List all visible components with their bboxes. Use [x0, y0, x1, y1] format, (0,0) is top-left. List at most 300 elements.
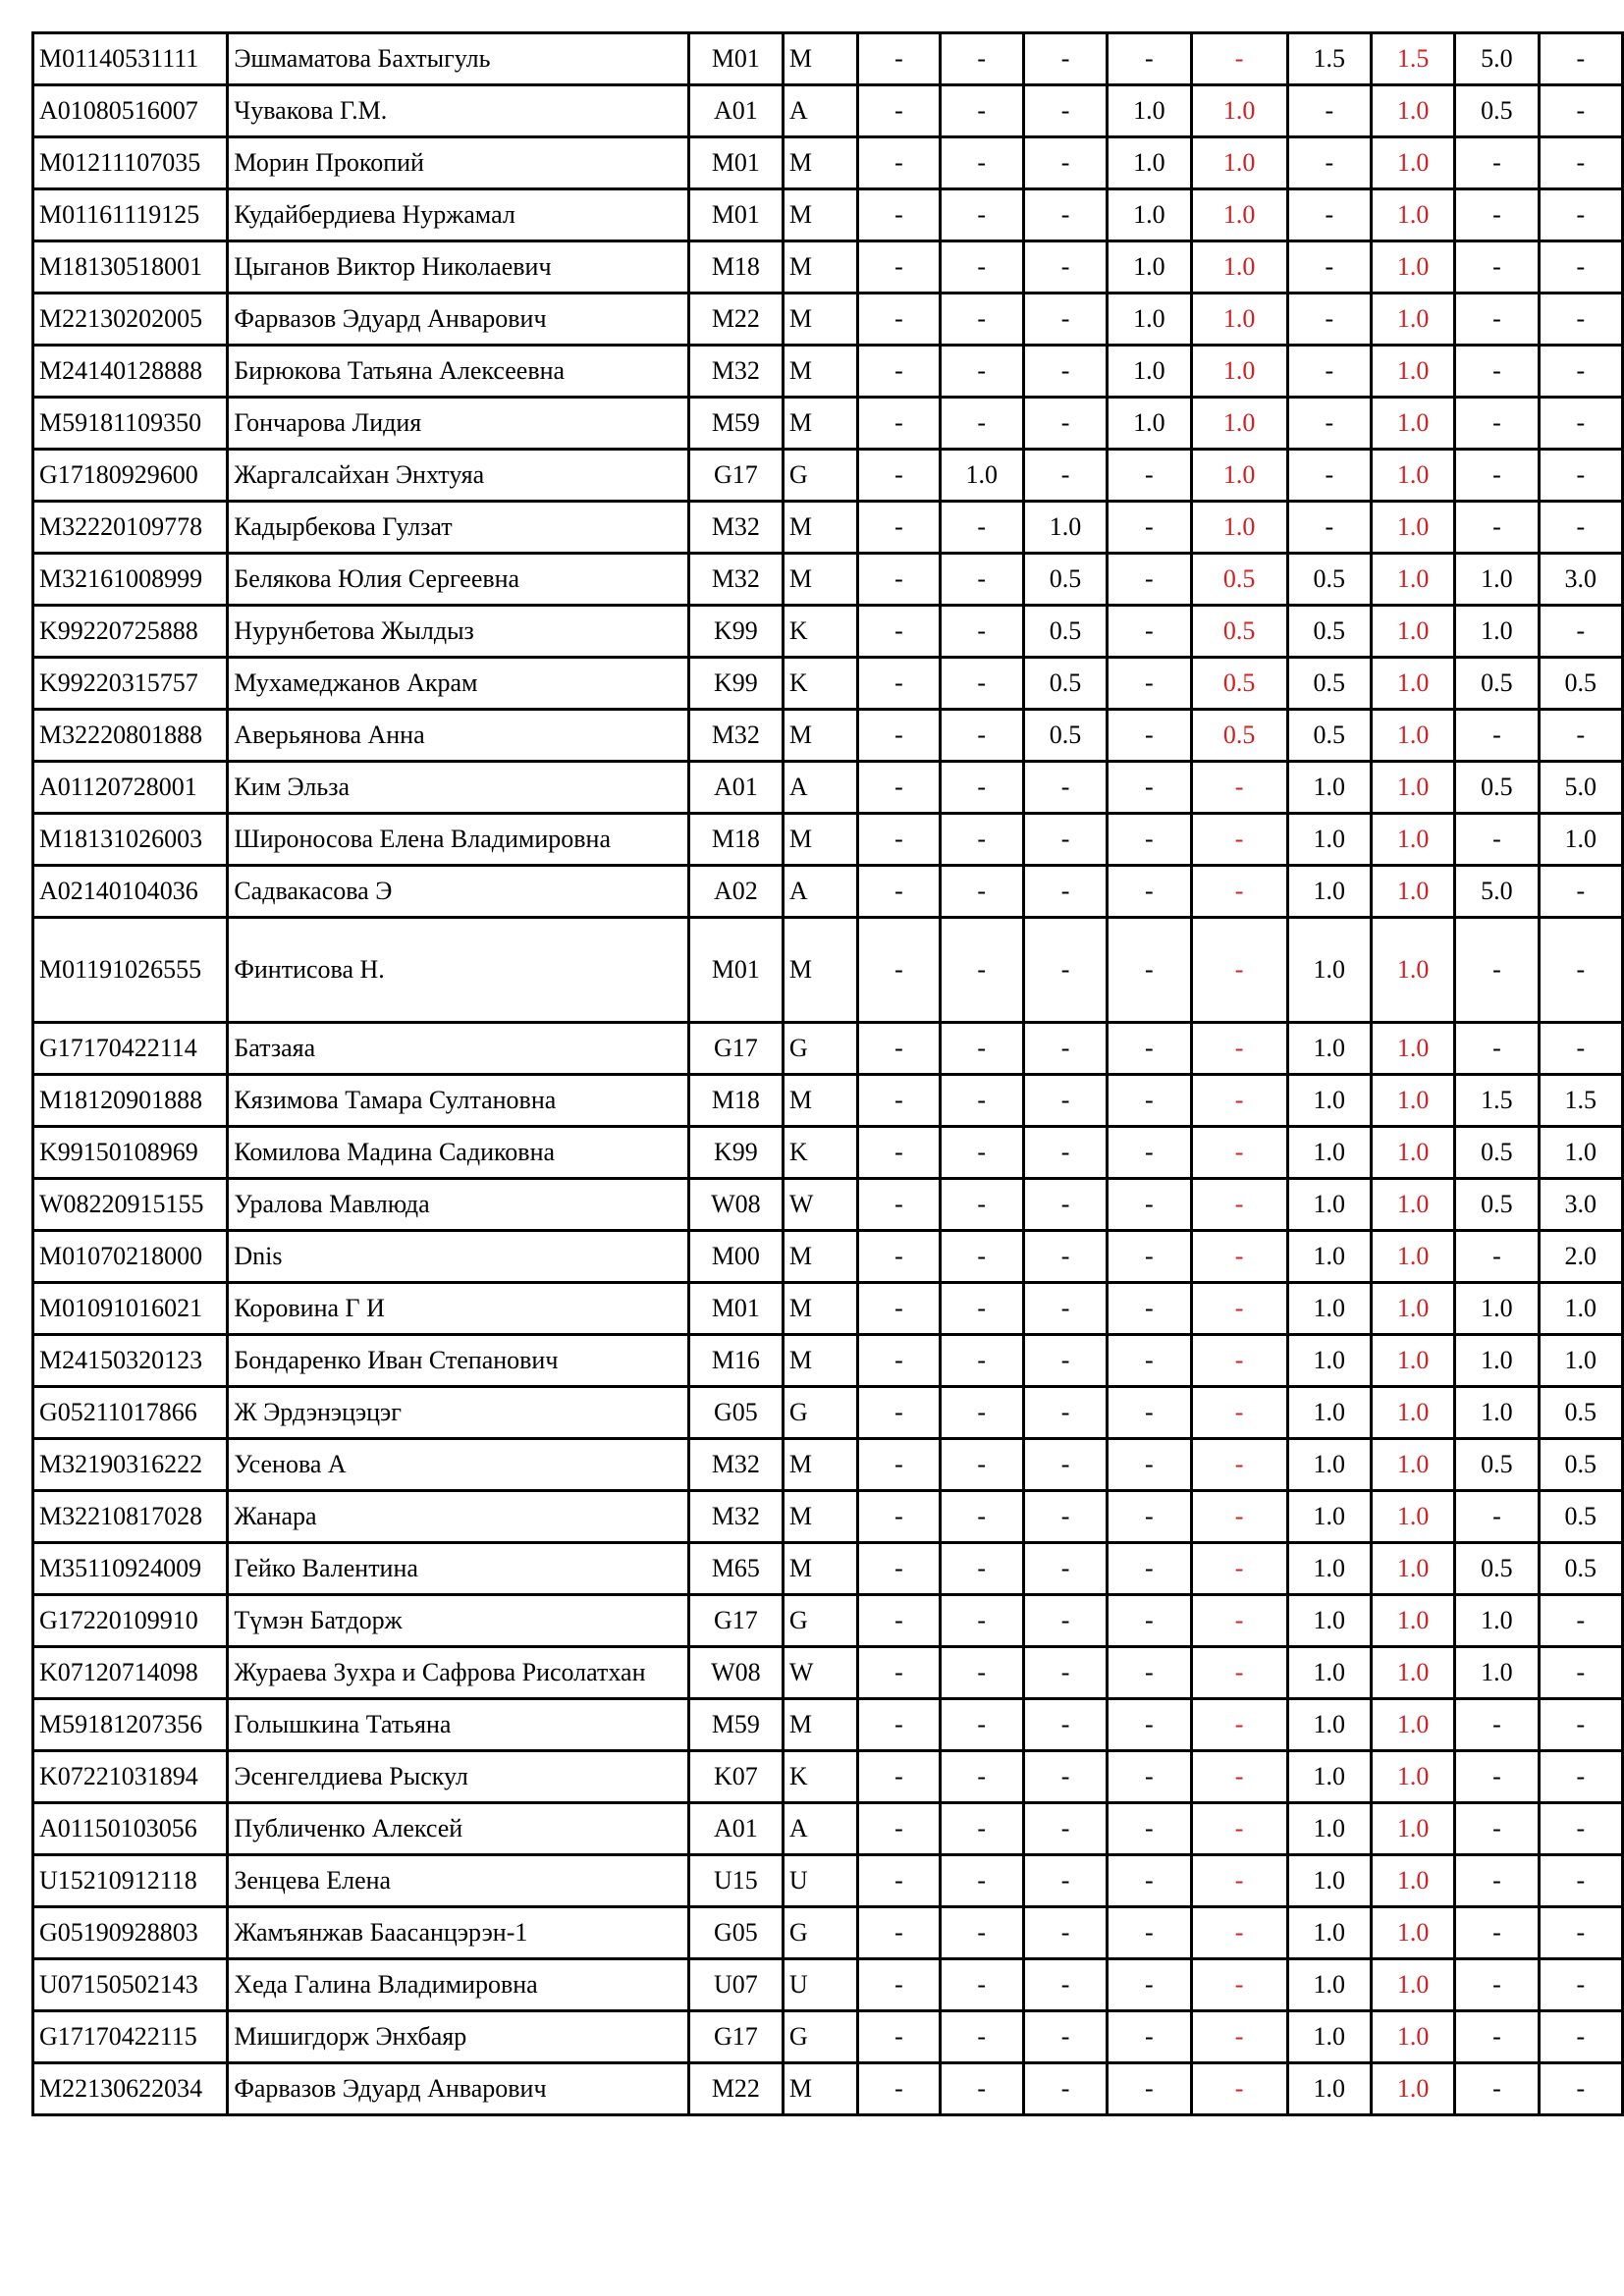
score-1-cell: -	[858, 450, 940, 502]
member-code-cell: K99220725888	[33, 606, 228, 658]
member-name-cell: Цыганов Виктор Николаевич	[228, 241, 689, 294]
category-cell: K	[783, 658, 857, 710]
score-3-cell: -	[1023, 189, 1107, 241]
group-code-cell: M32	[688, 1491, 783, 1543]
score-3-cell: 0.5	[1023, 710, 1107, 762]
score-9-cell: -	[1539, 606, 1622, 658]
group-code-cell: W08	[688, 1647, 783, 1699]
score-4-cell: -	[1108, 1699, 1191, 1751]
score-9-cell: 1.0	[1539, 1335, 1622, 1387]
score-7-cell: 1.0	[1371, 1959, 1454, 2011]
score-8-cell: 5.0	[1455, 33, 1539, 85]
group-code-cell: M32	[688, 346, 783, 398]
score-9-cell: 5.0	[1539, 762, 1622, 814]
score-3-cell: -	[1023, 762, 1107, 814]
category-cell: M	[783, 294, 857, 346]
score-6-cell: -	[1287, 502, 1371, 554]
score-2-cell: -	[940, 1543, 1023, 1595]
score-1-cell: -	[858, 2063, 940, 2115]
score-5-cell: -	[1191, 33, 1287, 85]
score-4-cell: -	[1108, 658, 1191, 710]
table-row	[33, 918, 1623, 1023]
score-3-cell: -	[1023, 1751, 1107, 1803]
score-7-cell: 1.0	[1371, 554, 1454, 606]
score-4-cell: 1.0	[1108, 294, 1191, 346]
score-6-cell: 1.0	[1287, 1751, 1371, 1803]
score-2-cell: -	[940, 1179, 1023, 1231]
score-6-cell: 1.0	[1287, 918, 1371, 1023]
member-code-cell: M22130622034	[33, 2063, 228, 2115]
score-1-cell: -	[858, 137, 940, 189]
score-6-cell: 1.0	[1287, 1803, 1371, 1855]
score-8-cell: 1.0	[1455, 1387, 1539, 1439]
score-8-cell: -	[1455, 1491, 1539, 1543]
score-2-cell: -	[940, 814, 1023, 866]
score-1-cell: -	[858, 866, 940, 918]
score-1-cell: -	[858, 762, 940, 814]
score-4-cell: -	[1108, 1855, 1191, 1907]
score-4-cell: 1.0	[1108, 137, 1191, 189]
score-9-cell: -	[1539, 294, 1622, 346]
group-code-cell: G05	[688, 1387, 783, 1439]
score-4-cell: -	[1108, 1959, 1191, 2011]
category-cell: M	[783, 346, 857, 398]
score-6-cell: -	[1287, 450, 1371, 502]
score-3-cell: -	[1023, 1803, 1107, 1855]
category-cell: G	[783, 450, 857, 502]
score-8-cell: 1.0	[1455, 1335, 1539, 1387]
score-3-cell: -	[1023, 450, 1107, 502]
score-5-cell: 1.0	[1191, 450, 1287, 502]
score-6-cell: 1.0	[1287, 1387, 1371, 1439]
table-row	[33, 1803, 1623, 1855]
member-name-cell: Коровина Г И	[228, 1283, 689, 1335]
group-code-cell: G17	[688, 1023, 783, 1075]
score-1-cell: -	[858, 918, 940, 1023]
group-code-cell: M01	[688, 33, 783, 85]
score-3-cell: -	[1023, 294, 1107, 346]
score-6-cell: 1.0	[1287, 1491, 1371, 1543]
score-5-cell: -	[1191, 866, 1287, 918]
member-name-cell: Жураева Зухра и Сафрова Рисолатхан	[228, 1647, 689, 1699]
score-2-cell: -	[940, 346, 1023, 398]
score-7-cell: 1.0	[1371, 2063, 1454, 2115]
score-4-cell: -	[1108, 1543, 1191, 1595]
score-9-cell: -	[1539, 1803, 1622, 1855]
score-3-cell: 0.5	[1023, 606, 1107, 658]
score-8-cell: -	[1455, 398, 1539, 450]
score-1-cell: -	[858, 1699, 940, 1751]
group-code-cell: A01	[688, 1803, 783, 1855]
score-4-cell: -	[1108, 866, 1191, 918]
score-6-cell: 1.0	[1287, 1283, 1371, 1335]
score-3-cell: -	[1023, 1491, 1107, 1543]
member-code-cell: M18130518001	[33, 241, 228, 294]
score-3-cell: -	[1023, 85, 1107, 137]
member-code-cell: M32190316222	[33, 1439, 228, 1491]
member-name-cell: Мишигдорж Энхбаяр	[228, 2011, 689, 2063]
score-3-cell: -	[1023, 866, 1107, 918]
score-3-cell: -	[1023, 1127, 1107, 1179]
score-7-cell: 1.0	[1371, 1595, 1454, 1647]
score-5-cell: 0.5	[1191, 710, 1287, 762]
score-6-cell: 1.0	[1287, 762, 1371, 814]
member-code-cell: M59181207356	[33, 1699, 228, 1751]
category-cell: M	[783, 1335, 857, 1387]
table-row	[33, 554, 1623, 606]
member-code-cell: M24140128888	[33, 346, 228, 398]
score-4-cell: -	[1108, 710, 1191, 762]
member-code-cell: M01091016021	[33, 1283, 228, 1335]
score-9-cell: -	[1539, 1595, 1622, 1647]
score-4-cell: -	[1108, 2011, 1191, 2063]
score-6-cell: -	[1287, 241, 1371, 294]
score-7-cell: 1.0	[1371, 606, 1454, 658]
score-4-cell: -	[1108, 1491, 1191, 1543]
group-code-cell: M32	[688, 710, 783, 762]
score-6-cell: 1.0	[1287, 1543, 1371, 1595]
category-cell: K	[783, 606, 857, 658]
score-3-cell: -	[1023, 1699, 1107, 1751]
member-code-cell: G17180929600	[33, 450, 228, 502]
score-7-cell: 1.0	[1371, 658, 1454, 710]
score-6-cell: 1.0	[1287, 1595, 1371, 1647]
score-9-cell: 0.5	[1539, 1491, 1622, 1543]
member-code-cell: M59181109350	[33, 398, 228, 450]
table-row	[33, 658, 1623, 710]
score-6-cell: -	[1287, 189, 1371, 241]
score-4-cell: 1.0	[1108, 241, 1191, 294]
member-code-cell: A02140104036	[33, 866, 228, 918]
member-code-cell: M32210817028	[33, 1491, 228, 1543]
category-cell: A	[783, 762, 857, 814]
score-2-cell: -	[940, 1647, 1023, 1699]
score-6-cell: 1.0	[1287, 1075, 1371, 1127]
score-7-cell: 1.0	[1371, 1387, 1454, 1439]
table-row	[33, 294, 1623, 346]
score-5-cell: -	[1191, 1387, 1287, 1439]
table-row	[33, 1127, 1623, 1179]
score-1-cell: -	[858, 1491, 940, 1543]
score-1-cell: -	[858, 1335, 940, 1387]
member-name-cell: Садвакасова Э	[228, 866, 689, 918]
score-5-cell: -	[1191, 1751, 1287, 1803]
score-8-cell: 0.5	[1455, 1543, 1539, 1595]
score-3-cell: -	[1023, 1543, 1107, 1595]
score-9-cell: 3.0	[1539, 1179, 1622, 1231]
table-row	[33, 1075, 1623, 1127]
score-8-cell: -	[1455, 450, 1539, 502]
category-cell: M	[783, 1699, 857, 1751]
score-3-cell: -	[1023, 1595, 1107, 1647]
table-row	[33, 346, 1623, 398]
score-3-cell: 0.5	[1023, 554, 1107, 606]
member-name-cell: Кязимова Тамара Султановна	[228, 1075, 689, 1127]
score-2-cell: -	[940, 85, 1023, 137]
table-row	[33, 814, 1623, 866]
score-7-cell: 1.0	[1371, 1647, 1454, 1699]
score-9-cell: 1.0	[1539, 814, 1622, 866]
table-row	[33, 1231, 1623, 1283]
member-code-cell: M24150320123	[33, 1335, 228, 1387]
member-code-cell: W08220915155	[33, 1179, 228, 1231]
score-7-cell: 1.0	[1371, 814, 1454, 866]
score-8-cell: -	[1455, 294, 1539, 346]
score-9-cell: 0.5	[1539, 1439, 1622, 1491]
score-4-cell: -	[1108, 1075, 1191, 1127]
table-row	[33, 1699, 1623, 1751]
score-4-cell: -	[1108, 1283, 1191, 1335]
score-9-cell: -	[1539, 1023, 1622, 1075]
score-1-cell: -	[858, 1647, 940, 1699]
score-9-cell: -	[1539, 137, 1622, 189]
score-2-cell: -	[940, 1023, 1023, 1075]
score-7-cell: 1.0	[1371, 398, 1454, 450]
score-1-cell: -	[858, 1959, 940, 2011]
score-7-cell: 1.0	[1371, 918, 1454, 1023]
category-cell: M	[783, 918, 857, 1023]
member-name-cell: Батзаяа	[228, 1023, 689, 1075]
score-2-cell: -	[940, 1491, 1023, 1543]
score-2-cell: -	[940, 554, 1023, 606]
score-1-cell: -	[858, 1387, 940, 1439]
score-7-cell: 1.5	[1371, 33, 1454, 85]
score-5-cell: -	[1191, 1439, 1287, 1491]
group-code-cell: U15	[688, 1855, 783, 1907]
score-8-cell: -	[1455, 1959, 1539, 2011]
score-2-cell: -	[940, 918, 1023, 1023]
score-6-cell: 0.5	[1287, 554, 1371, 606]
score-3-cell: -	[1023, 398, 1107, 450]
score-2-cell: -	[940, 1855, 1023, 1907]
score-4-cell: -	[1108, 1595, 1191, 1647]
score-1-cell: -	[858, 502, 940, 554]
score-1-cell: -	[858, 710, 940, 762]
score-2-cell: -	[940, 1699, 1023, 1751]
score-8-cell: -	[1455, 710, 1539, 762]
score-5-cell: -	[1191, 1699, 1287, 1751]
score-2-cell: -	[940, 866, 1023, 918]
score-3-cell: -	[1023, 346, 1107, 398]
table-row	[33, 1439, 1623, 1491]
table-row	[33, 1387, 1623, 1439]
score-3-cell: -	[1023, 2063, 1107, 2115]
score-8-cell: 0.5	[1455, 1439, 1539, 1491]
group-code-cell: M01	[688, 189, 783, 241]
score-9-cell: -	[1539, 1959, 1622, 2011]
category-cell: M	[783, 137, 857, 189]
table-row	[33, 2011, 1623, 2063]
score-3-cell: -	[1023, 1647, 1107, 1699]
score-6-cell: 1.0	[1287, 1907, 1371, 1959]
score-9-cell: 1.0	[1539, 1283, 1622, 1335]
score-2-cell: -	[940, 502, 1023, 554]
score-5-cell: -	[1191, 1543, 1287, 1595]
score-4-cell: -	[1108, 606, 1191, 658]
member-code-cell: A01120728001	[33, 762, 228, 814]
table-row	[33, 241, 1623, 294]
category-cell: U	[783, 1959, 857, 2011]
score-7-cell: 1.0	[1371, 1075, 1454, 1127]
table-row	[33, 1283, 1623, 1335]
category-cell: K	[783, 1751, 857, 1803]
score-2-cell: -	[940, 241, 1023, 294]
group-code-cell: M22	[688, 294, 783, 346]
score-2-cell: -	[940, 2011, 1023, 2063]
group-code-cell: K99	[688, 606, 783, 658]
score-3-cell: -	[1023, 814, 1107, 866]
score-1-cell: -	[858, 554, 940, 606]
score-5-cell: -	[1191, 1907, 1287, 1959]
score-3-cell: -	[1023, 918, 1107, 1023]
score-8-cell: -	[1455, 2011, 1539, 2063]
member-code-cell: G05211017866	[33, 1387, 228, 1439]
score-4-cell: -	[1108, 450, 1191, 502]
score-4-cell: -	[1108, 814, 1191, 866]
score-3-cell: -	[1023, 1907, 1107, 1959]
member-code-cell: K99150108969	[33, 1127, 228, 1179]
group-code-cell: U07	[688, 1959, 783, 2011]
score-2-cell: -	[940, 1387, 1023, 1439]
table-row	[33, 33, 1623, 85]
score-9-cell: 0.5	[1539, 1543, 1622, 1595]
score-8-cell: 0.5	[1455, 1179, 1539, 1231]
score-5-cell: -	[1191, 1803, 1287, 1855]
score-6-cell: 1.0	[1287, 814, 1371, 866]
score-7-cell: 1.0	[1371, 1543, 1454, 1595]
member-code-cell: M32161008999	[33, 554, 228, 606]
score-5-cell: -	[1191, 1075, 1287, 1127]
score-6-cell: 1.0	[1287, 1231, 1371, 1283]
score-9-cell: -	[1539, 1907, 1622, 1959]
member-code-cell: M32220109778	[33, 502, 228, 554]
score-1-cell: -	[858, 346, 940, 398]
score-2-cell: 1.0	[940, 450, 1023, 502]
score-9-cell: -	[1539, 918, 1622, 1023]
member-name-cell: Уралова Мавлюда	[228, 1179, 689, 1231]
score-9-cell: 1.0	[1539, 1127, 1622, 1179]
member-name-cell: Морин Прокопий	[228, 137, 689, 189]
score-9-cell: -	[1539, 189, 1622, 241]
score-5-cell: -	[1191, 2011, 1287, 2063]
score-2-cell: -	[940, 1959, 1023, 2011]
score-7-cell: 1.0	[1371, 1907, 1454, 1959]
score-6-cell: 1.0	[1287, 1335, 1371, 1387]
score-3-cell: -	[1023, 1231, 1107, 1283]
score-4-cell: 1.0	[1108, 346, 1191, 398]
member-name-cell: Усенова А	[228, 1439, 689, 1491]
group-code-cell: G17	[688, 2011, 783, 2063]
score-1-cell: -	[858, 294, 940, 346]
score-9-cell: -	[1539, 1855, 1622, 1907]
score-4-cell: -	[1108, 502, 1191, 554]
score-5-cell: 0.5	[1191, 658, 1287, 710]
category-cell: M	[783, 1543, 857, 1595]
group-code-cell: A02	[688, 866, 783, 918]
member-code-cell: M35110924009	[33, 1543, 228, 1595]
score-5-cell: -	[1191, 1231, 1287, 1283]
score-8-cell: -	[1455, 1855, 1539, 1907]
score-8-cell: -	[1455, 1907, 1539, 1959]
member-name-cell: Нурунбетова Жылдыз	[228, 606, 689, 658]
score-4-cell: -	[1108, 1803, 1191, 1855]
score-7-cell: 1.0	[1371, 762, 1454, 814]
score-2-cell: -	[940, 606, 1023, 658]
table-row	[33, 189, 1623, 241]
score-5-cell: 0.5	[1191, 554, 1287, 606]
score-8-cell: 0.5	[1455, 85, 1539, 137]
category-cell: W	[783, 1647, 857, 1699]
score-3-cell: -	[1023, 1855, 1107, 1907]
group-code-cell: A01	[688, 85, 783, 137]
score-5-cell: -	[1191, 1595, 1287, 1647]
group-code-cell: A01	[688, 762, 783, 814]
score-1-cell: -	[858, 1075, 940, 1127]
score-1-cell: -	[858, 1907, 940, 1959]
member-code-cell: M32220801888	[33, 710, 228, 762]
member-code-cell: M01070218000	[33, 1231, 228, 1283]
member-code-cell: G17170422115	[33, 2011, 228, 2063]
score-5-cell: -	[1191, 1491, 1287, 1543]
score-7-cell: 1.0	[1371, 1023, 1454, 1075]
score-7-cell: 1.0	[1371, 137, 1454, 189]
score-2-cell: -	[940, 137, 1023, 189]
score-8-cell: 1.0	[1455, 606, 1539, 658]
member-code-cell: G05190928803	[33, 1907, 228, 1959]
table-row	[33, 1907, 1623, 1959]
table-row	[33, 1647, 1623, 1699]
score-9-cell: -	[1539, 33, 1622, 85]
score-8-cell: -	[1455, 814, 1539, 866]
score-5-cell: -	[1191, 1959, 1287, 2011]
group-code-cell: M59	[688, 1699, 783, 1751]
category-cell: M	[783, 814, 857, 866]
score-4-cell: -	[1108, 1179, 1191, 1231]
group-code-cell: G17	[688, 450, 783, 502]
member-name-cell: Белякова Юлия Сергеевна	[228, 554, 689, 606]
score-2-cell: -	[940, 33, 1023, 85]
category-cell: M	[783, 710, 857, 762]
score-7-cell: 1.0	[1371, 85, 1454, 137]
member-name-cell: Фарвазов Эдуард Анварович	[228, 2063, 689, 2115]
score-3-cell: -	[1023, 241, 1107, 294]
score-6-cell: 1.0	[1287, 1179, 1371, 1231]
table-row	[33, 85, 1623, 137]
group-code-cell: M32	[688, 502, 783, 554]
score-2-cell: -	[940, 398, 1023, 450]
score-7-cell: 1.0	[1371, 1127, 1454, 1179]
member-code-cell: U15210912118	[33, 1855, 228, 1907]
member-name-cell: Аверьянова Анна	[228, 710, 689, 762]
table-row	[33, 1179, 1623, 1231]
score-1-cell: -	[858, 1855, 940, 1907]
score-3-cell: -	[1023, 1959, 1107, 2011]
score-4-cell: -	[1108, 1231, 1191, 1283]
category-cell: G	[783, 1023, 857, 1075]
score-4-cell: 1.0	[1108, 398, 1191, 450]
score-7-cell: 1.0	[1371, 1439, 1454, 1491]
group-code-cell: M22	[688, 2063, 783, 2115]
score-9-cell: 2.0	[1539, 1231, 1622, 1283]
score-8-cell: 0.5	[1455, 658, 1539, 710]
member-name-cell: Ж Эрдэнэцэцэг	[228, 1387, 689, 1439]
table-row	[33, 1491, 1623, 1543]
member-code-cell: M01140531111	[33, 33, 228, 85]
score-9-cell: -	[1539, 85, 1622, 137]
score-4-cell: -	[1108, 1647, 1191, 1699]
score-6-cell: 1.0	[1287, 1023, 1371, 1075]
member-code-cell: G17220109910	[33, 1595, 228, 1647]
